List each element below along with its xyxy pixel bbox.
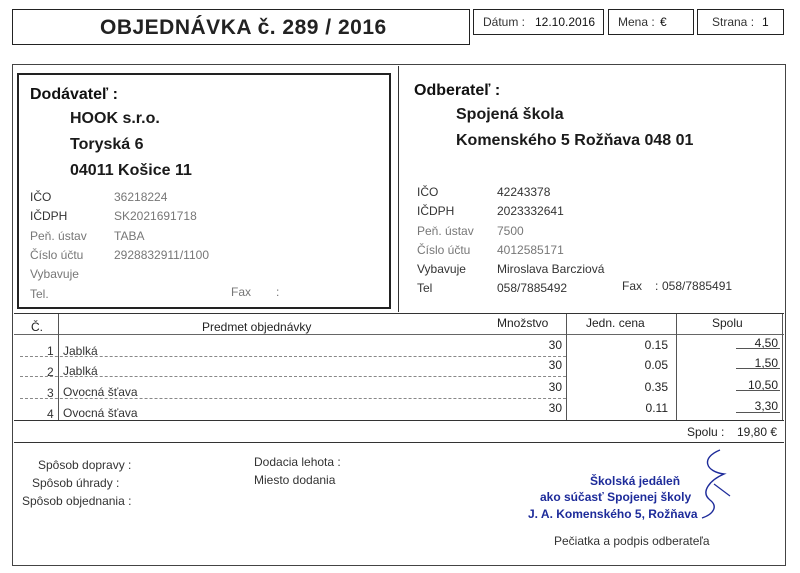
delivery-method-label: Spôsob dopravy : [38,458,132,472]
page-label: Strana : [712,15,755,29]
supplier-name: HOOK s.r.o. [70,110,160,127]
supplier-heading: Dodávateľ : [30,86,118,103]
row-no: 2 [47,365,54,379]
customer-fax-label: Fax [622,279,643,293]
order-method-label: Spôsob objednania : [22,494,132,508]
date-label: Dátum : [483,15,526,29]
signature-label: Pečiatka a podpis odberateľa [554,534,710,548]
row-divider [20,376,566,377]
row-qty: 30 [548,380,562,394]
supplier-account-label: Číslo účtu [30,248,84,262]
customer-icdph-value: 2023332641 [497,204,564,218]
th-no: Č. [31,320,43,334]
customer-ico-label: IČO [417,185,439,199]
payment-method-label: Spôsob úhrady : [32,476,120,490]
row-item: Ovocná šťava [63,406,138,420]
sum-top-border [14,420,784,421]
page-value: 1 [762,15,769,29]
supplier-bank-label: Peň. ústav [30,229,87,243]
col-divider-total [782,314,783,420]
row-qty: 30 [548,358,562,372]
col-divider-no [58,314,59,420]
row-total: 1,50 [754,356,778,370]
supplier-ico-value: 36218224 [114,190,168,204]
customer-ico-value: 42243378 [497,185,551,199]
stamp-line-3: J. A. Komenského 5, Rožňava [528,507,698,521]
col-divider-qty [566,314,567,420]
row-qty: 30 [548,401,562,415]
date-value: 12.10.2016 [535,15,596,29]
supplier-city: 04011 Košice 11 [70,162,192,179]
supplier-street: Toryská 6 [70,136,144,153]
stamp-line-2: ako súčasť Spojenej školy [540,490,692,504]
total-underline [736,368,780,369]
sum-bottom-border [14,442,784,443]
supplier-fax-colon: : [276,285,280,299]
row-no: 1 [47,344,54,358]
row-price: 0.11 [645,401,668,415]
th-total: Spolu [712,316,743,330]
customer-name: Spojená škola [456,106,564,123]
customer-fax-value: 058/7885491 [662,279,733,293]
signature-icon [680,444,740,524]
customer-tel-label: Tel [417,281,433,295]
supplier-ico-label: IČO [30,190,52,204]
customer-address: Komenského 5 Rožňava 048 01 [456,132,694,149]
customer-bank-label: Peň. ústav [417,224,474,238]
row-no: 4 [47,407,54,421]
row-qty: 30 [548,338,562,352]
th-item: Predmet objednávky [202,320,312,334]
table-top-border [14,313,784,314]
customer-fax-colon: : [655,279,659,293]
delivery-deadline-label: Dodacia lehota : [254,455,341,469]
row-total: 10,50 [747,378,778,392]
total-underline [736,390,780,391]
row-price: 0.15 [644,338,668,352]
row-divider [20,398,566,399]
customer-divider [398,66,399,312]
customer-account-label: Číslo účtu [417,243,471,257]
row-item: Ovocná šťava [63,385,138,399]
currency-value: € [660,15,667,29]
row-item: Jablká [63,344,98,358]
supplier-fax-label: Fax [231,285,252,299]
stamp-line-1: Školská jedáleň [590,474,681,488]
customer-bank-value: 7500 [497,224,524,238]
row-item: Jablká [63,364,98,378]
row-no: 3 [47,386,54,400]
table-header-border [14,334,784,335]
th-qty: Množstvo [497,316,549,330]
customer-handler-label: Vybavuje [417,262,466,276]
row-price: 0.35 [644,380,668,394]
th-price: Jedn. cena [586,316,645,330]
sum-value: 19,80 € [737,425,778,439]
row-total: 4,50 [754,336,778,350]
customer-account-value: 4012585171 [497,243,564,257]
sum-label: Spolu : [687,425,725,439]
supplier-icdph-value: SK2021691718 [114,209,197,223]
supplier-bank-value: TABA [114,229,145,243]
delivery-place-label: Miesto dodania [254,473,336,487]
total-underline [736,412,780,413]
supplier-icdph-label: IČDPH [30,209,68,223]
currency-label: Mena : [618,15,655,29]
supplier-handler-label: Vybavuje [30,267,79,281]
customer-tel-value: 058/7885492 [497,281,568,295]
customer-handler-value: Miroslava Barcziová [497,262,605,276]
supplier-tel-label: Tel. [30,287,49,301]
col-divider-price [676,314,677,420]
order-title: OBJEDNÁVKA č. 289 / 2016 [100,16,387,39]
supplier-account-value: 2928832911/1100 [114,248,209,262]
row-divider [20,356,566,357]
customer-heading: Odberateľ : [414,82,501,99]
row-total: 3,30 [754,399,778,413]
customer-icdph-label: IČDPH [417,204,455,218]
total-underline [736,348,780,349]
row-price: 0.05 [644,358,668,372]
